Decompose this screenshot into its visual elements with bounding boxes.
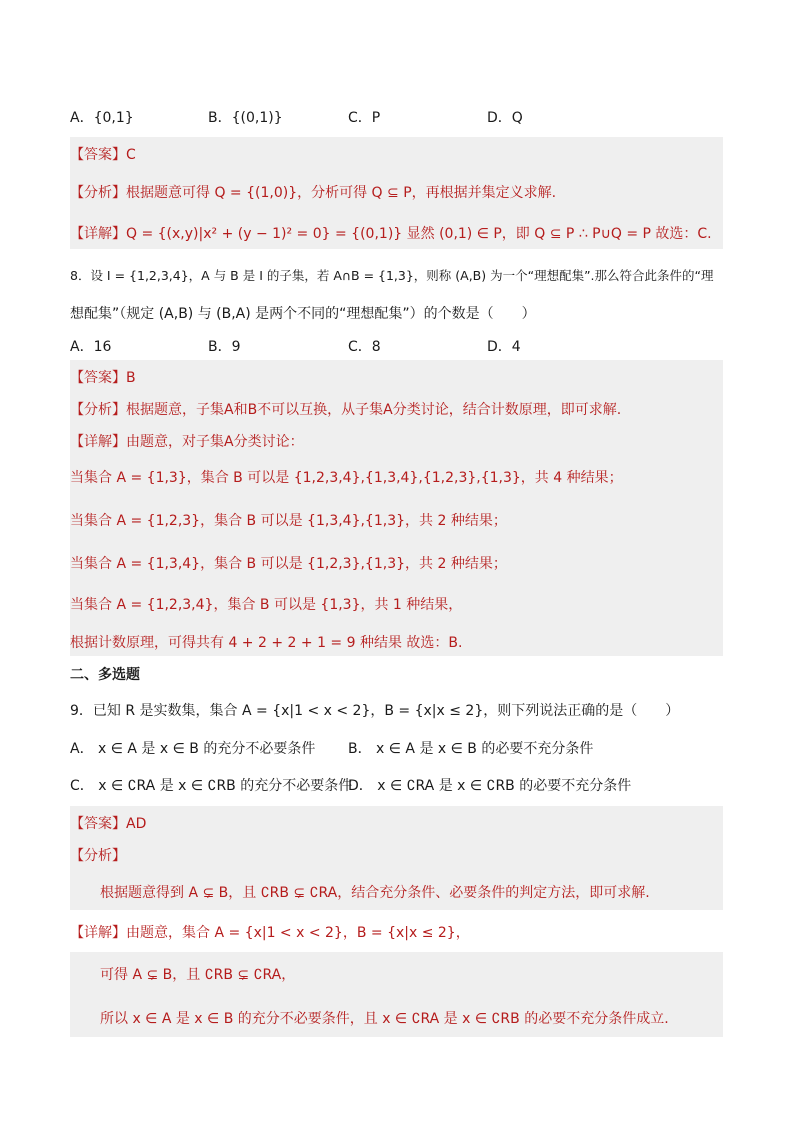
analysis-tag: 【分析】: [70, 402, 126, 418]
q7-option-c: C．P: [348, 110, 381, 126]
q7-analysis: [70, 182, 556, 202]
q7-detail: [70, 223, 712, 243]
answer-value: B: [126, 370, 136, 386]
detail-text: Q = {(x,y)|x² + (y − 1)² = 0} = {(0,1)} 显然 (0,1) ∈ P，即 Q ⊆ P ∴ P∪Q = P 故选：C.: [126, 226, 712, 242]
detail-tag: 【详解】: [70, 925, 126, 941]
q9-answer: [70, 813, 146, 833]
analysis-tag: 【分析】: [70, 848, 126, 864]
q8-option-b: B．9: [208, 339, 241, 355]
q9-option-b: B． x ∈ A 是 x ∈ B 的必要不充分条件: [348, 741, 594, 757]
q9-detail: [70, 922, 470, 942]
q8-stem-line1: 8．设 I = {1,2,3,4}，A 与 B 是 I 的子集，若 A∩B = {1,3}，则称 (A,B) 为一个“理想配集”.那么符合此条件的“理: [70, 268, 714, 283]
analysis-text: 根据题意可得 Q = {(1,0)}，分析可得 Q ⊆ P，再根据并集定义求解.: [126, 185, 557, 201]
section-heading: 二、多选题: [70, 667, 140, 683]
detail-tag: 【详解】: [70, 434, 126, 450]
q7-option-a: A．{0,1}: [70, 110, 134, 126]
q8-analysis: [70, 399, 621, 419]
q9-analysis-text: 根据题意得到 A ⊊ B，且 ∁RB ⊊ ∁RA，结合充分条件、必要条件的判定方法，即可求解.: [100, 885, 650, 901]
q7-answer: [70, 144, 136, 164]
q8-option-c: C．8: [348, 339, 381, 355]
q8-case-3: 当集合 A = {1,3,4}，集合 B 可以是 {1,2,3},{1,3}，共 2 种结果；: [70, 556, 507, 572]
analysis-text: 根据题意，子集A和B不可以互换，从子集A分类讨论，结合计数原理，即可求解.: [126, 402, 622, 418]
q8-option-a: A．16: [70, 339, 112, 355]
q9-option-c: C． x ∈ ∁RA 是 x ∈ ∁RB 的充分不必要条件: [70, 778, 353, 794]
q9-option-a: A． x ∈ A 是 x ∈ B 的充分不必要条件: [70, 741, 316, 757]
answer-tag: 【答案】: [70, 816, 126, 832]
q8-stem-line2: 想配集”（规定 (A,B) 与 (B,A) 是两个不同的“理想配集”）的个数是（ ）: [70, 306, 536, 322]
analysis-tag: 【分析】: [70, 185, 126, 201]
q8-answer: [70, 367, 136, 387]
q9-detail-line3: 所以 x ∈ A 是 x ∈ B 的充分不必要条件，且 x ∈ ∁RA 是 x ∈ ∁RB 的必要不充分条件成立.: [100, 1011, 669, 1027]
q7-option-b: B．{(0,1)}: [208, 110, 283, 126]
answer-tag: 【答案】: [70, 147, 126, 163]
q8-case-2: 当集合 A = {1,2,3}，集合 B 可以是 {1,3,4},{1,3}，共 2 种结果；: [70, 513, 507, 529]
q8-case-1: 当集合 A = {1,3}，集合 B 可以是 {1,2,3,4},{1,3,4},{1,2,3},{1,3}，共 4 种结果；: [70, 470, 623, 486]
detail-text: 由题意，集合 A = {x|1 < x < 2}，B = {x|x ≤ 2}，: [126, 925, 470, 941]
answer-tag: 【答案】: [70, 370, 126, 386]
q8-detail: [70, 431, 304, 451]
q9-analysis-heading: [70, 845, 126, 865]
q9-option-d: D． x ∈ ∁RA 是 x ∈ ∁RB 的必要不充分条件: [348, 778, 632, 794]
detail-text: 由题意，对子集A分类讨论：: [126, 434, 304, 450]
q8-conclusion: 根据计数原理，可得共有 4 + 2 + 2 + 1 = 9 种结果 故选：B.: [70, 635, 463, 651]
q8-option-d: D．4: [487, 339, 521, 355]
q9-stem: 9．已知 R 是实数集，集合 A = {x|1 < x < 2}，B = {x|x ≤ 2}，则下列说法正确的是（ ）: [70, 703, 680, 719]
answer-value: AD: [126, 816, 147, 832]
detail-tag: 【详解】: [70, 226, 126, 242]
q8-case-4: 当集合 A = {1,2,3,4}，集合 B 可以是 {1,3}，共 1 种结果，: [70, 597, 463, 613]
q7-option-d: D．Q: [487, 110, 523, 126]
q9-detail-line2: 可得 A ⊊ B，且 ∁RB ⊊ ∁RA，: [100, 967, 296, 983]
answer-value: C: [126, 147, 136, 163]
